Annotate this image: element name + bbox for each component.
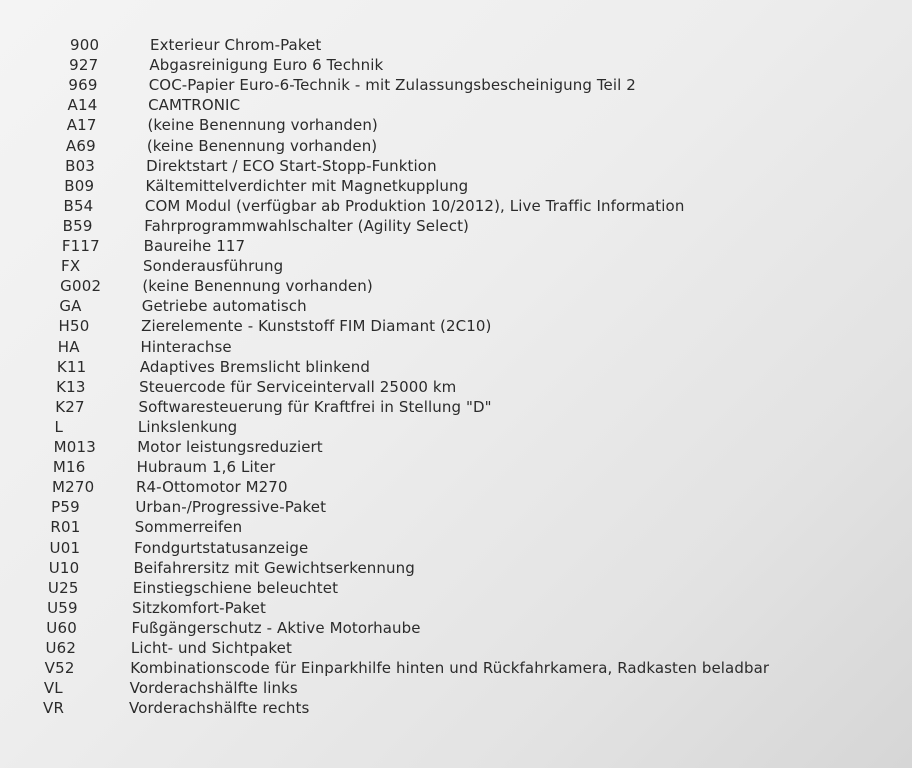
option-description: Hubraum 1,6 Liter <box>136 458 276 477</box>
option-code: U25 <box>47 578 79 597</box>
option-code: K13 <box>56 377 86 396</box>
option-code: VL <box>43 679 63 698</box>
option-code: K27 <box>55 397 85 416</box>
option-code: L <box>54 417 64 436</box>
option-code: M013 <box>53 438 96 456</box>
option-description: Sitzkomfort-Paket <box>132 598 266 617</box>
option-description: CAMTRONIC <box>148 96 241 115</box>
option-description: Getriebe automatisch <box>141 297 307 316</box>
option-description: Hinterachse <box>140 337 232 356</box>
option-code: P59 <box>51 498 80 517</box>
option-description: Zierelemente - Kunststoff FIM Diamant (2C10) <box>141 317 492 336</box>
option-description: Softwaresteuerung für Kraftfrei in Stellung "D" <box>138 397 492 416</box>
option-description: Baureihe 117 <box>143 237 246 255</box>
option-description: (keine Benennung vorhanden) <box>146 136 378 155</box>
option-description: Fußgängerschutz - Aktive Motorhaube <box>131 618 421 637</box>
option-description: Linkslenkung <box>137 417 238 436</box>
option-description: Einstiegschiene beleuchtet <box>132 578 339 597</box>
option-description: Urban-/Progressive-Paket <box>135 498 327 517</box>
option-code: U01 <box>49 538 81 557</box>
option-description: COM Modul (verfügbar ab Produktion 10/2012), Live Traffic Information <box>144 196 685 215</box>
option-description: Fondgurtstatusanzeige <box>134 538 309 557</box>
option-description: COC-Papier Euro-6-Technik - mit Zulassungsbescheinigung Teil 2 <box>148 76 636 95</box>
option-code: R01 <box>50 518 81 537</box>
option-description: Sommerreifen <box>134 518 243 537</box>
option-description: (keine Benennung vorhanden) <box>147 116 378 135</box>
option-description: Vorderachshälfte links <box>129 679 298 698</box>
option-code: U10 <box>48 558 80 577</box>
option-code: M16 <box>52 458 86 477</box>
option-description: Fahrprogrammwahlschalter (Agility Select) <box>144 216 470 235</box>
option-code: A69 <box>65 136 96 155</box>
option-code: H50 <box>58 317 90 336</box>
option-code: VR <box>43 699 65 718</box>
option-description: Direktstart / ECO Start-Stopp-Funktion <box>146 156 437 175</box>
option-description: Vorderachshälfte rechts <box>129 699 310 718</box>
option-description: Abgasreinigung Euro 6 Technik <box>149 56 384 75</box>
option-description: Sonderausführung <box>143 257 284 276</box>
option-code: B03 <box>65 156 96 175</box>
option-description: Beifahrersitz mit Gewichtserkennung <box>133 558 415 577</box>
option-code: B59 <box>62 216 93 235</box>
option-code: V52 <box>44 659 75 678</box>
option-description: Adaptives Bremslicht blinkend <box>139 357 370 376</box>
option-code: M270 <box>52 478 95 497</box>
option-code: 927 <box>69 56 99 75</box>
option-code: HA <box>57 337 80 356</box>
option-code: G002 <box>60 277 102 296</box>
option-description: Exterieur Chrom-Paket <box>150 36 322 54</box>
option-code: 969 <box>68 76 98 95</box>
option-description: Steuercode für Serviceintervall 25000 km <box>139 377 457 396</box>
option-code: A17 <box>66 116 97 135</box>
option-description: Licht- und Sichtpaket <box>130 639 292 657</box>
option-code: F117 <box>61 237 100 255</box>
option-code: B54 <box>63 196 94 215</box>
option-description: Kältemittelverdichter mit Magnetkupplung <box>145 176 469 195</box>
option-code: U60 <box>46 618 77 637</box>
option-code: B09 <box>64 176 95 195</box>
option-code: A14 <box>67 96 98 115</box>
option-description: R4-Ottomotor M270 <box>136 478 288 497</box>
option-code: U62 <box>45 639 77 657</box>
option-code: U59 <box>47 598 78 617</box>
option-description: (keine Benennung vorhanden) <box>142 277 373 296</box>
option-code: 900 <box>70 36 100 54</box>
option-code: K11 <box>56 357 87 376</box>
option-description: Motor leistungsreduziert <box>137 438 323 456</box>
option-code: FX <box>61 257 81 276</box>
option-code: GA <box>59 297 82 316</box>
option-description: Kombinationscode für Einparkhilfe hinten und Rückfahrkamera, Radkasten beladbar <box>130 659 770 678</box>
